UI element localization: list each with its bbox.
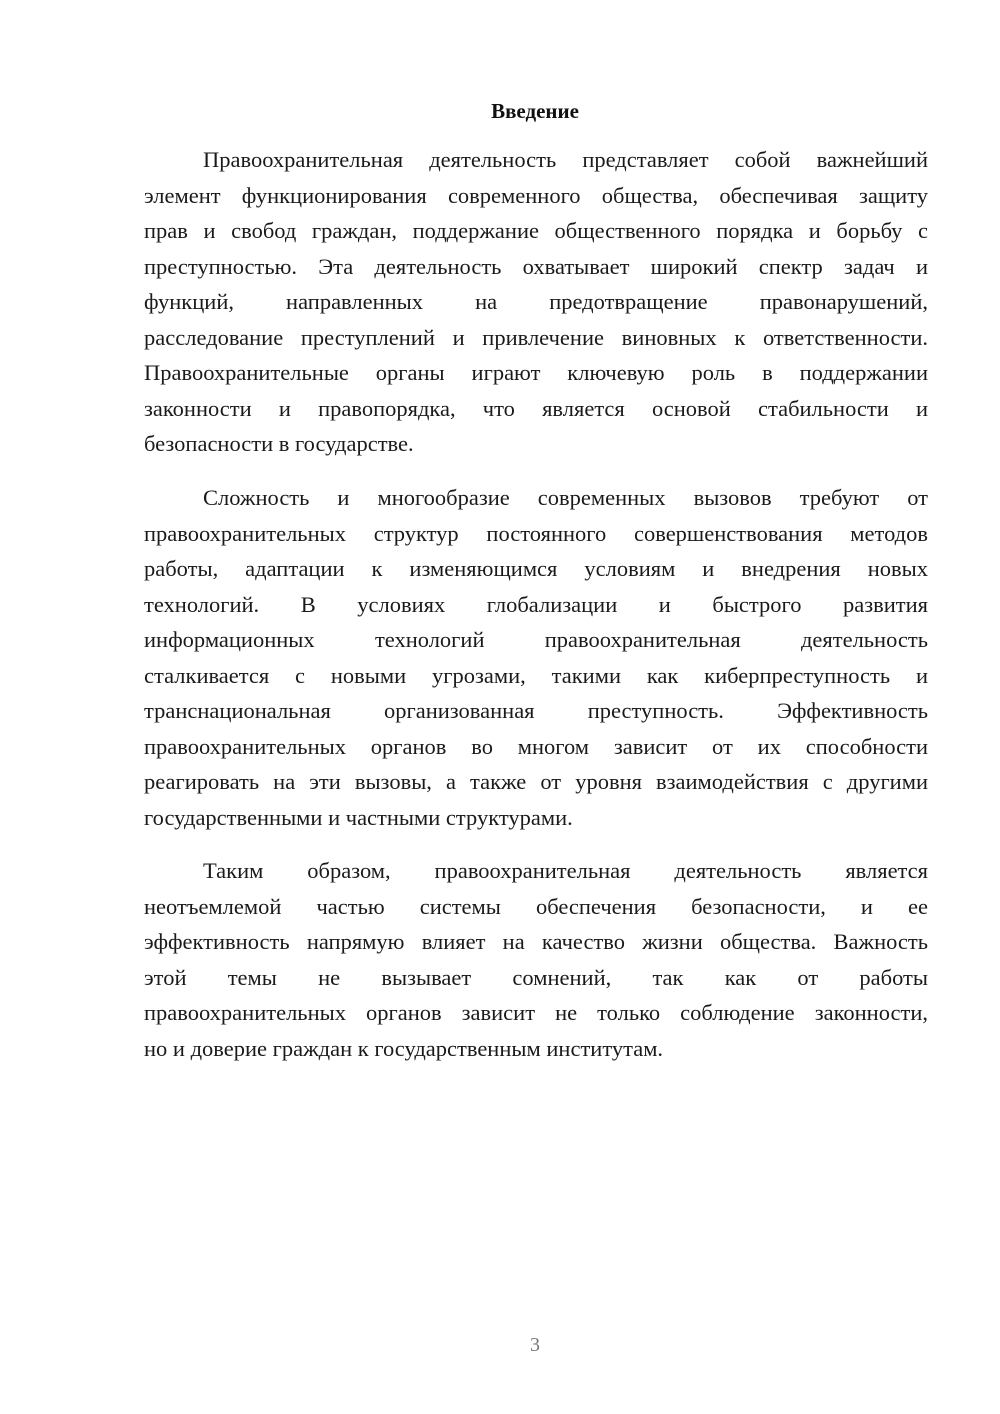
text-line: транснациональная организованная преступность. Эффективность [144, 698, 928, 723]
text-line: Правоохранительные органы играют ключевую роль в поддержании [144, 360, 928, 385]
text-line: правоохранительных органов во многом зависит от их способности [144, 733, 928, 759]
text-line: элемент функционирования современного общества, обеспечивая защиту [144, 182, 928, 208]
paragraph-3 [144, 853, 928, 1066]
text-line: преступностью. Эта деятельность охватывает широкий спектр задач и [144, 253, 928, 279]
paragraph-2 [144, 480, 928, 835]
text-line: законности и правопорядка, что является основой стабильности и [144, 395, 928, 421]
text-line: правоохранительных структур постоянного совершенствования методов [144, 520, 928, 546]
text-line: работы, адаптации к изменяющимся условиям и внедрения новых [144, 556, 928, 581]
text-line: технологий. В условиях глобализации и быстрого развития [144, 591, 928, 617]
text-line: реагировать на эти вызовы, а также от уровня взаимодействия с другими [144, 769, 928, 794]
text-line: информационных технологий правоохранительная деятельность [144, 627, 928, 652]
text-line: правоохранительных органов зависит не только соблюдение законности, [144, 1000, 928, 1025]
text-line: Правоохранительная деятельность представляет собой важнейший [203, 147, 928, 172]
text-line: прав и свобод граждан, поддержание общественного порядка и борьбу с [144, 218, 928, 243]
text-line: неотъемлемой частью системы обеспечения безопасности, и ее [144, 893, 928, 919]
text-line: этой темы не вызывает сомнений, так как от работы [144, 964, 928, 990]
text-line: государственными и частными структурами. [144, 804, 573, 830]
text-line: функций, направленных на предотвращение правонарушений, [144, 289, 928, 314]
text-line: расследование преступлений и привлечение виновных к ответственности. [144, 324, 928, 350]
section-title: Введение [491, 99, 579, 123]
text-line: но и доверие граждан к государственным институтам. [144, 1035, 664, 1061]
text-line: Таким образом, правоохранительная деятельность является [203, 858, 928, 883]
text-line: сталкивается с новыми угрозами, такими как киберпреступность и [144, 662, 928, 688]
text-line: безопасности в государстве. [144, 431, 414, 456]
page-number: 3 [530, 1334, 540, 1356]
text-line: Сложность и многообразие современных вызовов требуют от [203, 485, 928, 510]
text-line: эффективность напрямую влияет на качество жизни общества. Важность [144, 929, 928, 954]
paragraph-1 [144, 142, 928, 462]
